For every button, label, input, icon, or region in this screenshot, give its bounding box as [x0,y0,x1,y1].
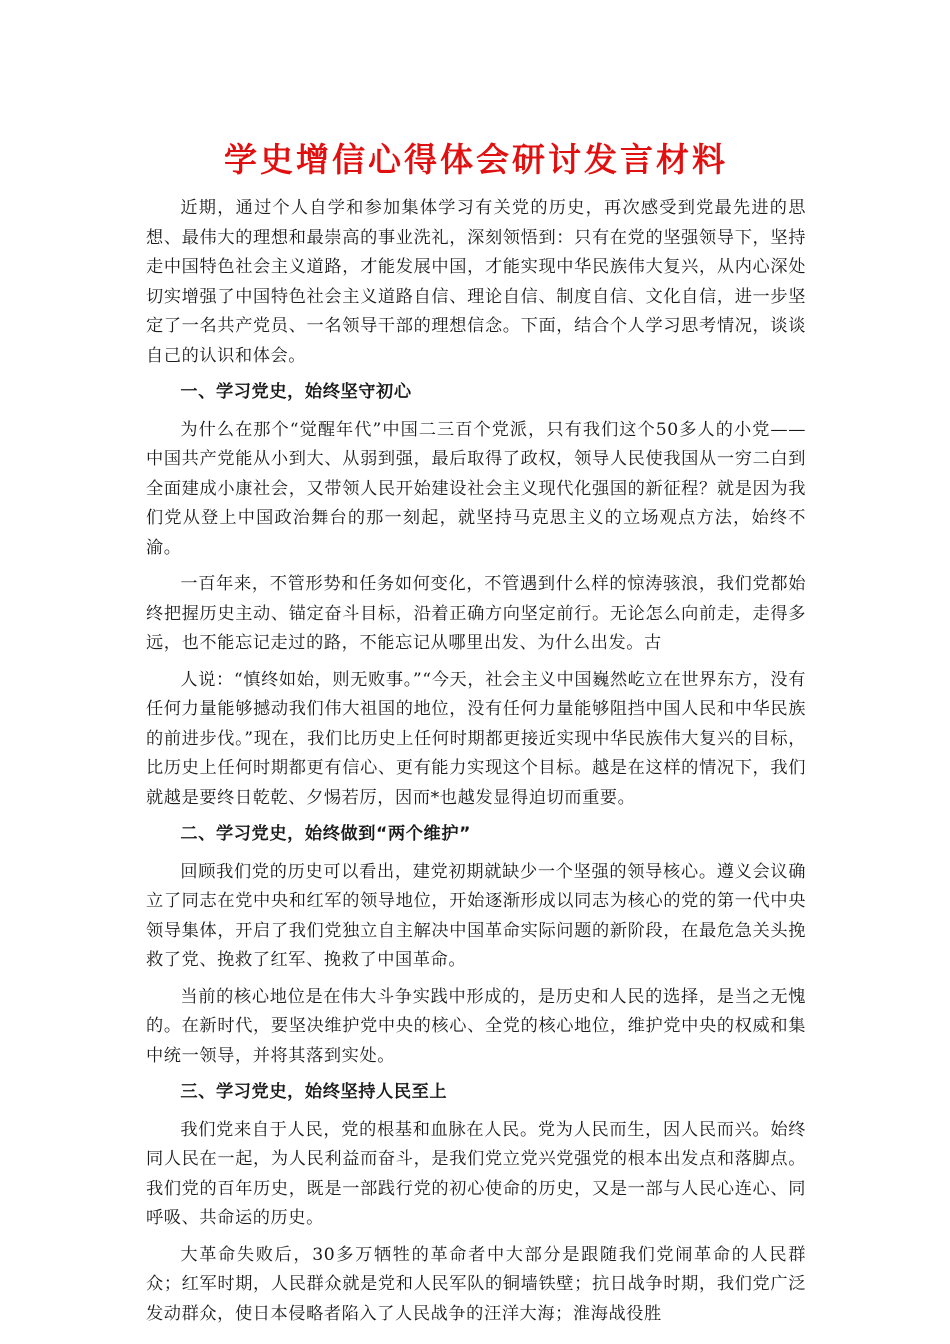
section-heading: 三、学习党史，始终坚持人民至上 [180,1082,448,1102]
paragraph: 我们党来自于人民，党的根基和血脉在人民。党为人民而生，因人民而兴。始终同人民在一起，为人民利益而奋斗，是我们党立党兴党强党的根本出发点和落脚点。我们党的百年历史，既是一部践行党的初心使命的历史，又是一部与人民心连心、同呼吸、共命运的历史。 [146,1119,806,1228]
paragraph: 当前的核心地位是在伟大斗争实践中形成的，是历史和人民的选择，是当之无愧的。在新时代，要坚决维护党中央的核心、全党的核心地位，维护党中央的权威和集中统一领导，并将其落到实处。 [146,986,806,1066]
paragraph: 回顾我们党的历史可以看出，建党初期就缺少一个坚强的领导核心。遵义会议确立了同志在党中央和红军的领导地位，开始逐渐形成以同志为核心的党的第一代中央领导集体，开启了我们党独立自主解决中国革命实际问题的新阶段，在最危急关头挽救了党、挽救了红军、挽救了中国革命。 [146,861,806,970]
paragraph: 大革命失败后，30多万牺牲的革命者中大部分是跟随我们党闹革命的人民群众；红军时期，人民群众就是党和人民军队的铜墙铁壁；抗日战争时期，我们党广泛发动群众，使日本侵略者陷入了人民战争的汪洋大海；淮海战役胜 [146,1244,806,1324]
document-title: 学史增信心得体会研讨发言材料 [224,140,728,179]
document-body [146,138,806,1336]
paragraph: 人说：“慎终如始，则无败事。”“今天，社会主义中国巍然屹立在世界东方，没有任何力量能够撼动我们伟大祖国的地位，没有任何力量能够阻挡中国人民和中华民族的前进步伐。”现在，我们比历史上任何时期都更接近实现中华民族伟大复兴的目标，比历史上任何时期都更有信心、更有能力实现这个目标。越是在这样的情况下，我们就越是要终日乾乾、夕惕若厉，因而*也越发显得迫切而重要。 [146,669,806,808]
section-heading: 二、学习党史，始终做到“两个维护” [180,824,471,844]
paragraph: 为什么在那个“觉醒年代”中国二三百个党派，只有我们这个50多人的小党——中国共产党能从小到大、从弱到强，最后取得了政权，领导人民使我国从一穷二白到全面建成小康社会，又带领人民开始建设社会主义现代化强国的新征程？就是因为我们党从登上中国政治舞台的那一刻起，就坚持马克思主义的立场观点方法，始终不渝。 [146,419,806,558]
paragraph: 一百年来，不管形势和任务如何变化，不管遇到什么样的惊涛骇浪，我们党都始终把握历史主动、锚定奋斗目标，沿着正确方向坚定前行。无论怎么向前走，走得多远，也不能忘记走过的路，不能忘记从哪里出发、为什么出发。古 [146,574,806,653]
paragraph: 近期，通过个人自学和参加集体学习有关党的历史，再次感受到党最先进的思想、最伟大的理想和最崇高的事业洗礼，深刻领悟到：只有在党的坚强领导下，坚持走中国特色社会主义道路，才能发展中国，才能实现中华民族伟大复兴，从内心深处切实增强了中国特色社会主义道路自信、理论自信、制度自信、文化自信，进一步坚定了一名共产党员、一名领导干部的理想信念。下面，结合个人学习思考情况，谈谈自己的认识和体会。 [146,198,806,366]
section-heading: 一、学习党史，始终坚守初心 [180,382,412,402]
